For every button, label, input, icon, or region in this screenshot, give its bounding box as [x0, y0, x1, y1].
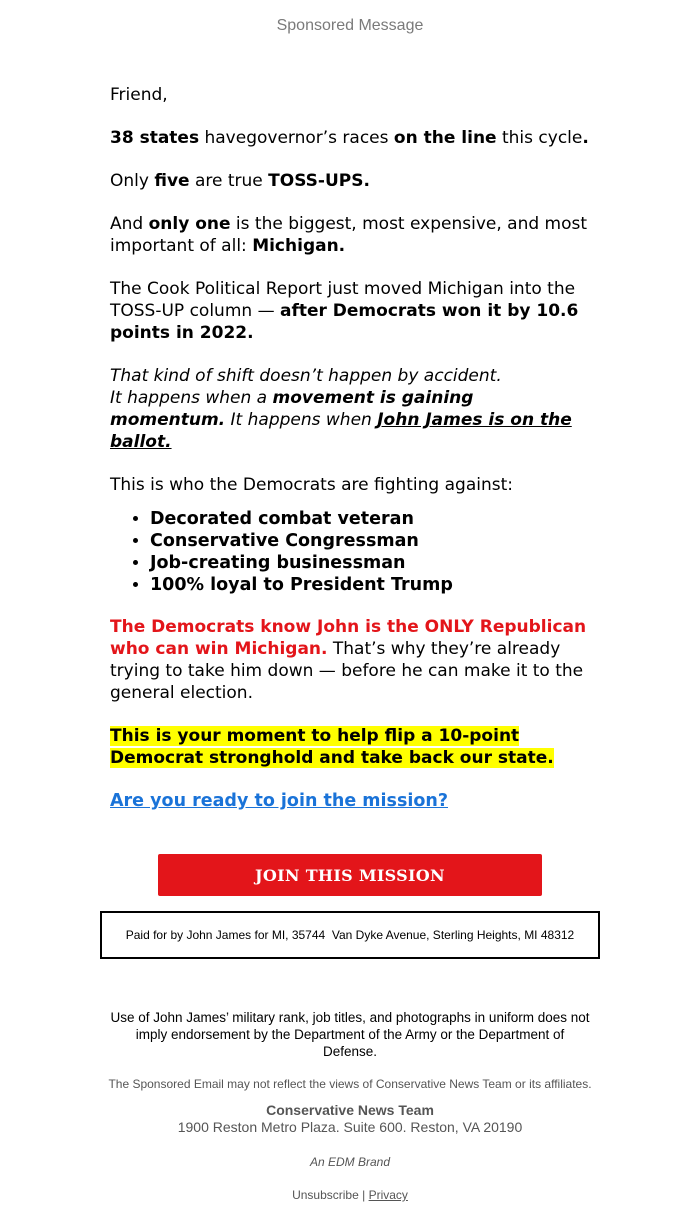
paragraph-states: [110, 127, 592, 149]
paragraph-cook-report: [110, 278, 592, 344]
bold-italic-text: movement is gaining momentum.: [110, 388, 474, 430]
text: That’s why they’re already trying to take him down — before he can make it to the general election.: [110, 639, 584, 703]
text: Only: [110, 171, 155, 191]
paragraph-momentum: [110, 365, 592, 453]
disclaimer-text: Use of John James’ military rank, job titles, and photographs in uniform does not imply endorsement by the Department of the Army or the Department of Defense.: [110, 1010, 590, 1059]
list-item: • Decorated combat veteran: [150, 508, 592, 530]
red-text: The Democrats know John is the ONLY Republican who can win Michigan.: [110, 617, 587, 659]
list-item: • Job-creating businessman: [150, 552, 592, 574]
text: havegovernor’s races: [199, 128, 394, 148]
italic-text: It happens when a: [110, 388, 273, 408]
paragraph-fighting: This is who the Democrats are fighting against:: [110, 475, 514, 495]
paragraph-tossups: [110, 170, 592, 192]
text: And: [110, 214, 149, 234]
paragraph-michigan: [110, 213, 592, 257]
brand-line: An EDM Brand: [309, 1155, 391, 1169]
link-separator: |: [358, 1188, 369, 1202]
bold-text: five: [154, 171, 190, 191]
join-mission-link[interactable]: Are you ready to join the mission?: [110, 791, 448, 811]
highlighted-text: This is your moment to help flip a 10-point Democrat stronghold and take back our state.: [110, 726, 554, 768]
bold-text: TOSS-UPS.: [268, 171, 370, 191]
bold-text: after Democrats won it by 10.6 points in 2022.: [110, 301, 579, 343]
privacy-link[interactable]: Privacy: [368, 1188, 408, 1202]
underlined-text: John James is on the ballot.: [110, 410, 572, 452]
email-body: [110, 84, 592, 833]
company-address: 1900 Reston Metro Plaza. Suite 600. Reston, VA 20190: [177, 1119, 523, 1135]
company-name: Conservative News Team: [266, 1102, 434, 1118]
bold-text: 38 states: [110, 128, 200, 148]
italic-text: That kind of shift doesn’t happen by accident.: [110, 366, 502, 386]
text: this cycle: [496, 128, 583, 148]
paragraph-only-republican: [110, 616, 592, 704]
bold-text: on the line: [393, 128, 497, 148]
footer-links: [0, 1188, 700, 1202]
paid-for-box: Paid for by John James for MI, 35744 Van Dyke Avenue, Sterling Heights, MI 48312: [100, 911, 600, 959]
join-mission-button[interactable]: JOIN THIS MISSION: [158, 854, 542, 896]
text: The Cook Political Report just moved Michigan into the TOSS-UP column —: [110, 279, 576, 321]
sponsored-label: Sponsored Message: [276, 17, 424, 34]
footer-note: The Sponsored Email may not reflect the views of Conservative News Team or its affiliates.: [108, 1077, 592, 1091]
list-item: • 100% loyal to President Trump: [150, 574, 592, 596]
greeting: Friend,: [110, 85, 168, 105]
italic-text: It happens when: [225, 410, 378, 430]
paragraph-highlight: [110, 725, 592, 769]
list-item: • Conservative Congressman: [150, 530, 592, 552]
text: are true: [189, 171, 269, 191]
bold-text: .: [582, 128, 589, 148]
qualifications-list: [110, 508, 592, 596]
unsubscribe-link[interactable]: Unsubscribe: [292, 1188, 359, 1202]
text: is the biggest, most expensive, and most important of all:: [110, 214, 588, 256]
bold-text: only one: [148, 214, 231, 234]
paragraph-cta: [110, 790, 592, 812]
bold-text: Michigan.: [252, 236, 346, 256]
